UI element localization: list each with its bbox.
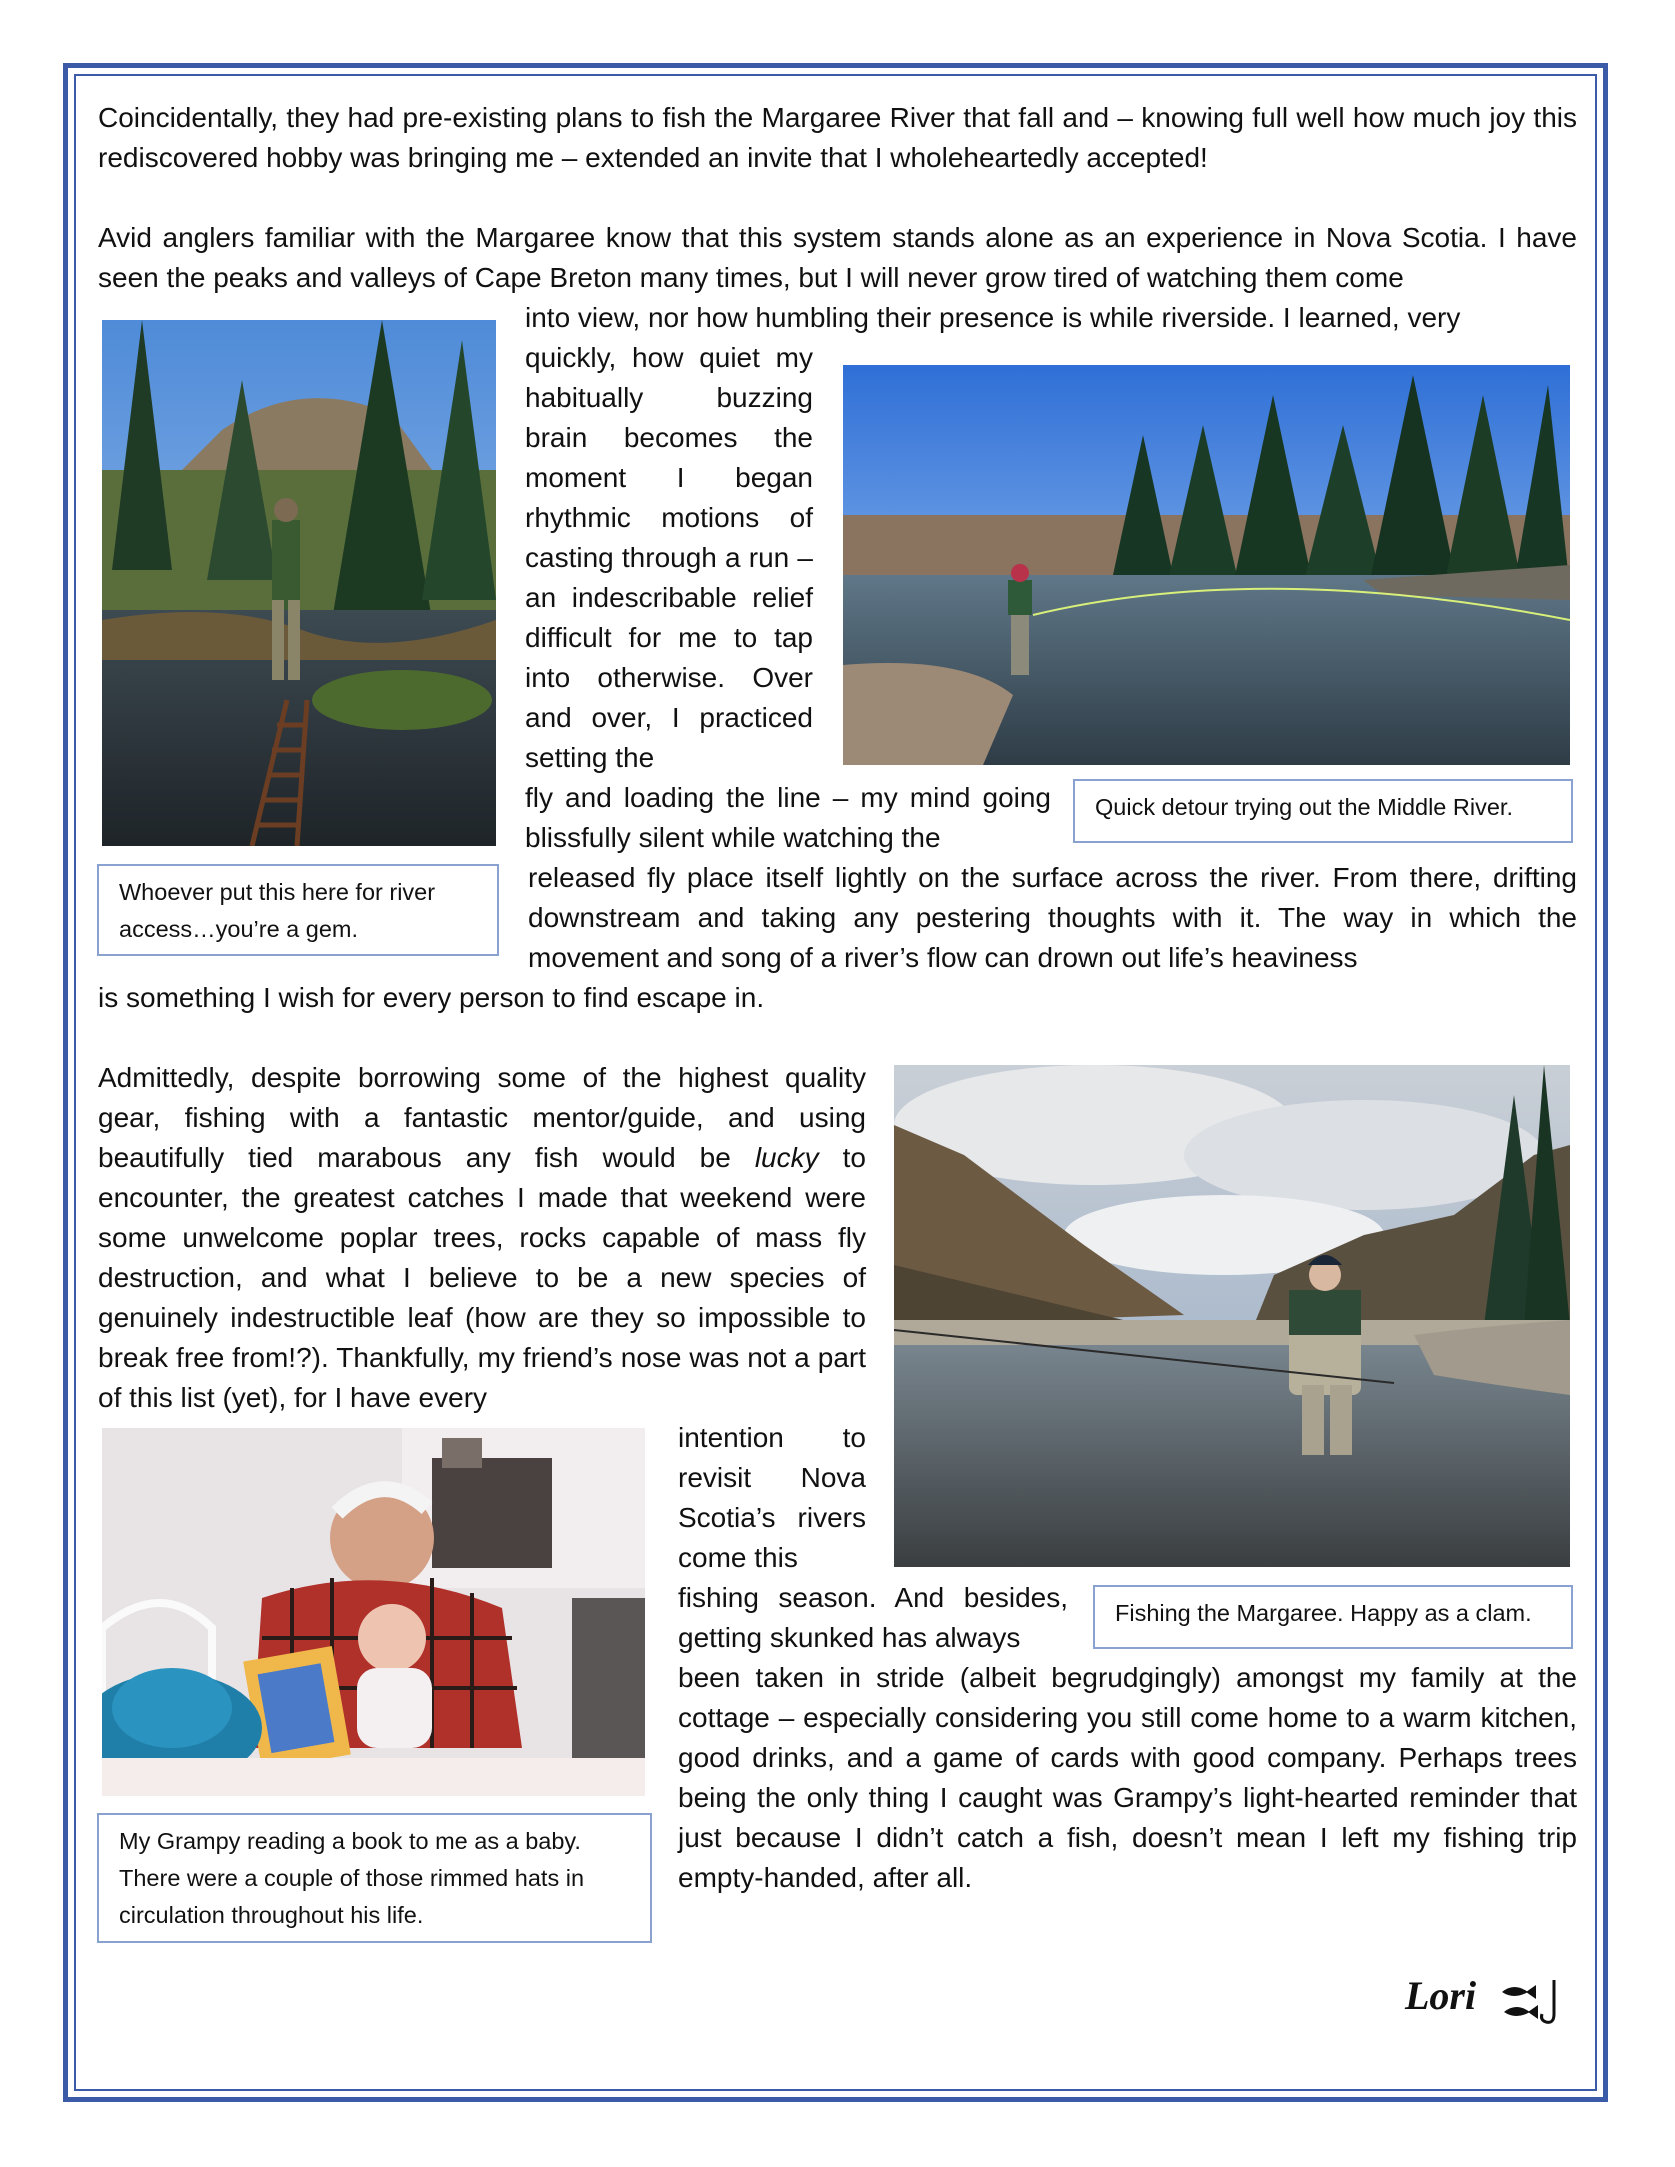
paragraph-catches-a: Admittedly, despite borrowing some of the highest quality gear, fishing with a fantastic mentor/guide, and using beautifully tied marabous any fish would be lucky to encounter, the greatest catches I made that weekend were some unwelcome poplar trees, rocks capable of mass fly destruction, and what I believe to be a new species of genuinely indestructible leaf (how are they so impossible to break free from!?). Thankfully, my friend’s nose was not a part of this list (yet), for I have every bbox=[98, 1062, 866, 1413]
paragraph-margaree-a: Avid anglers familiar with the Margaree know that this system stands alone as an experience in Nova Scotia. I have seen the peaks and valleys of Cape Breton many times, but I will never grow tired of watching them come bbox=[98, 222, 1577, 293]
caption-grampy: My Grampy reading a book to me as a baby. There were a couple of those rimmed hats in circulation throughout his life. bbox=[97, 1813, 652, 1943]
photo-middle-river bbox=[843, 365, 1570, 765]
paragraph-margaree-f: is something I wish for every person to find escape in. bbox=[98, 982, 765, 1013]
paragraph-intro: Coincidentally, they had pre-existing plans to fish the Margaree River that fall and – knowing full well how much joy this rediscovered hobby was bringing me – extended an invite that I wholeheartedly accepted! bbox=[98, 102, 1577, 173]
signature: Lori bbox=[1405, 1973, 1477, 2018]
paragraph-catches-d: been taken in stride (albeit begrudgingly) amongst my family at the cottage – especially considering you still come home to a warm kitchen, good drinks, and a game of cards with good company. Perhaps trees being the only thing I caught was Grampy’s light-hearted reminder that just because I didn’t catch a fish, doesn’t mean I left my fishing trip empty-handed, after all. bbox=[678, 1662, 1577, 1893]
fish-and-hook-icon bbox=[1498, 1978, 1570, 2028]
photo-ladder-river-access bbox=[102, 320, 496, 846]
paragraph-margaree-b: into view, nor how humbling their presence is while riverside. I learned, very bbox=[525, 302, 1461, 333]
paragraph-margaree-d: fly and loading the line – my mind going blissfully silent while watching the bbox=[525, 782, 1051, 853]
paragraph-margaree-c: quickly, how quiet my habitually buzzing brain becomes the moment I began rhythmic motions of casting through a run – an indescribable relief difficult for me to tap into otherwise. Over and over, I practiced setting the bbox=[525, 342, 813, 773]
paragraph-catches-b: intention to revisit Nova Scotia’s rivers come this bbox=[678, 1422, 866, 1573]
photo-grampy-reading bbox=[102, 1428, 645, 1796]
photo-margaree-river bbox=[894, 1065, 1570, 1567]
caption-ladder: Whoever put this here for river access…you’re a gem. bbox=[97, 864, 499, 956]
caption-margaree: Fishing the Margaree. Happy as a clam. bbox=[1093, 1585, 1573, 1649]
caption-middle-river: Quick detour trying out the Middle River. bbox=[1073, 779, 1573, 843]
paragraph-margaree-e: released fly place itself lightly on the surface across the river. From there, drifting downstream and taking any pestering thoughts with it. The way in which the movement and song of a river’s flow can drown out life’s heaviness bbox=[528, 862, 1577, 973]
paragraph-catches-c: fishing season. And besides, getting skunked has always bbox=[678, 1582, 1068, 1653]
